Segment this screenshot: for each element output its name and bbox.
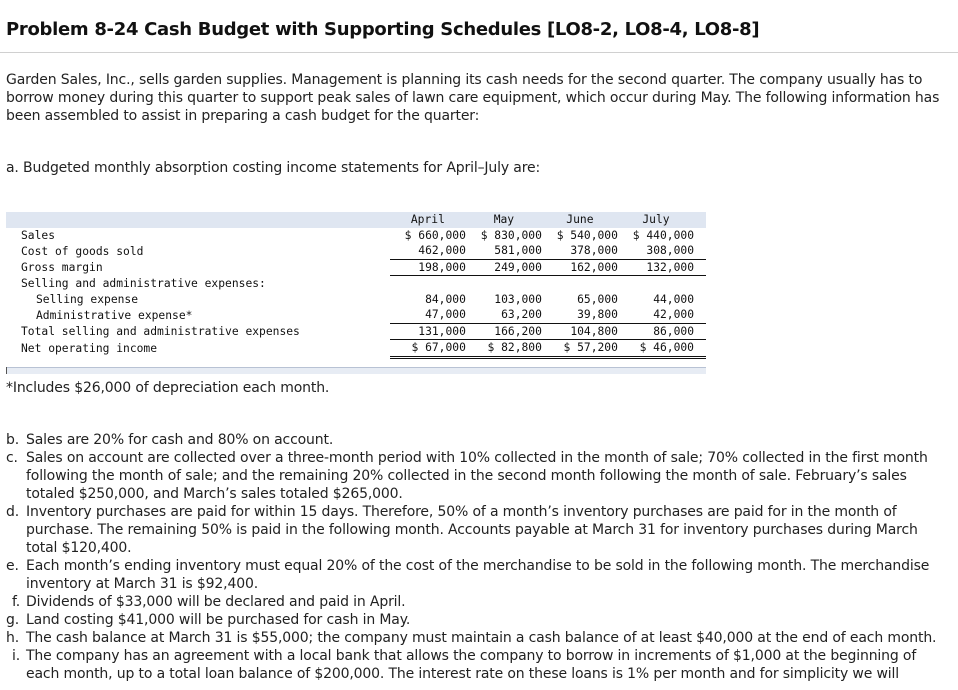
item-marker: f.	[11, 594, 20, 610]
item-marker: c.	[6, 450, 18, 466]
row-label: Net operating income	[21, 341, 158, 355]
table-cell: $ 830,000	[480, 228, 542, 242]
column-header: May	[493, 213, 515, 227]
table-row-sales	[6, 228, 706, 244]
row-label: Sales	[21, 228, 56, 242]
income-statement-table	[6, 212, 706, 359]
table-row-sga-header	[6, 276, 706, 292]
column-header: April	[410, 213, 445, 227]
table-cell: 103,000	[494, 292, 542, 306]
item-text: Land costing $41,000 will be purchased for cash in May.	[26, 612, 411, 628]
item-text: Sales are 20% for cash and 80% on account.	[26, 432, 334, 448]
list-item	[0, 647, 945, 683]
table-cell: $ 67,000	[390, 340, 466, 358]
table-cell: 462,000	[390, 243, 466, 259]
table-cell: 65,000	[577, 292, 618, 306]
table-cell: 378,000	[542, 243, 618, 259]
table-row-cogs	[6, 243, 706, 259]
table-cell: $ 57,200	[542, 340, 618, 358]
item-marker: h.	[6, 630, 20, 646]
table-cell: 44,000	[653, 292, 694, 306]
table-cell: 84,000	[425, 292, 466, 306]
list-item	[0, 431, 945, 449]
assumption-list	[0, 431, 945, 683]
row-label: Gross margin	[21, 260, 103, 274]
list-item	[0, 449, 945, 503]
column-header: June	[566, 213, 594, 227]
table-cell: 308,000	[618, 243, 706, 259]
table-cell: 39,800	[542, 307, 618, 323]
table-cell: 581,000	[466, 243, 542, 259]
table-row-net-income	[6, 340, 706, 358]
item-marker: b.	[6, 432, 20, 448]
row-label: Selling expense	[36, 292, 139, 306]
table-row-selling	[6, 292, 706, 308]
list-item	[0, 557, 945, 593]
intro-paragraph: Garden Sales, Inc., sells garden supplies. Management is planning its cash needs for the second quarter. The company usually has to borrow money during this quarter to support peak sales of lawn care equipment, which occur during May. The following information has been assembled to assist in preparing a cash budget for the quarter:	[6, 72, 940, 124]
table-cell: 86,000	[618, 323, 706, 340]
table-cell: 63,200	[466, 307, 542, 323]
table-cell: $ 440,000	[632, 228, 694, 242]
table-row-admin	[6, 307, 706, 323]
table-cell: 132,000	[618, 259, 706, 276]
item-marker: e.	[6, 558, 19, 574]
table-footer-band	[6, 367, 706, 374]
row-label: Selling and administrative expenses:	[21, 277, 266, 291]
table-cell: 104,800	[542, 323, 618, 340]
part-a-heading: a. Budgeted monthly absorption costing income statements for April–July are:	[6, 160, 541, 176]
table-cell: $ 46,000	[618, 340, 706, 358]
item-text: Each month’s ending inventory must equal 20% of the cost of the merchandise to be sold in the following month. The merchandise inventory at March 31 is $92,400.	[26, 558, 930, 592]
item-text: Inventory purchases are paid for within 15 days. Therefore, 50% of a month’s inventory purchases are paid for in the month of purchase. The remaining 50% is paid in the following month. Accounts payable at March 31 for inventory purchases during March total $120,400.	[26, 504, 918, 556]
item-marker: g.	[6, 612, 20, 628]
problem-title: Problem 8-24 Cash Budget with Supporting Schedules [LO8-2, LO8-4, LO8-8]	[6, 19, 760, 40]
list-item	[0, 503, 945, 557]
income-statement-table-container	[6, 212, 706, 374]
row-label: Total selling and administrative expenses	[21, 324, 300, 338]
table-row-total-sga	[6, 323, 706, 340]
table-cell: $ 540,000	[556, 228, 618, 242]
table-cell: 42,000	[618, 307, 706, 323]
table-cell: 47,000	[390, 307, 466, 323]
table-cell: 162,000	[542, 259, 618, 276]
table-cell: 198,000	[390, 259, 466, 276]
list-item	[0, 629, 945, 647]
table-cell: 131,000	[390, 323, 466, 340]
item-marker: i.	[11, 648, 20, 664]
item-text: Dividends of $33,000 will be declared and paid in April.	[26, 594, 406, 610]
table-cell: $ 82,800	[466, 340, 542, 358]
list-item	[0, 611, 945, 629]
table-cell: $ 660,000	[404, 228, 466, 242]
column-header: July	[642, 213, 670, 227]
item-marker: d.	[6, 504, 20, 520]
row-label: Administrative expense*	[36, 308, 193, 322]
item-text: Sales on account are collected over a three-month period with 10% collected in the month of sale; 70% collected in the first month following the month of sale; and the remaining 20% collected in the second month following the month of sale. February’s sales totaled $250,000, and March’s sales totaled $265,000.	[26, 450, 928, 502]
title-divider	[0, 52, 958, 53]
table-row-gross-margin	[6, 259, 706, 276]
table-edge-mark	[6, 367, 7, 374]
item-text: The company has an agreement with a local bank that allows the company to borrow in increments of $1,000 at the beginning of each month, up to a total loan balance of $200,000. The interest rate on these loans is 1% per month and for simplicity we will	[26, 648, 917, 682]
list-item	[0, 593, 945, 611]
table-cell: 249,000	[466, 259, 542, 276]
table-footnote: *Includes $26,000 of depreciation each month.	[6, 380, 330, 396]
table-cell: 166,200	[466, 323, 542, 340]
item-text: The cash balance at March 31 is $55,000; the company must maintain a cash balance of at least $40,000 at the end of each month.	[26, 630, 937, 646]
row-label: Cost of goods sold	[21, 244, 144, 258]
table-header-row	[6, 212, 706, 228]
